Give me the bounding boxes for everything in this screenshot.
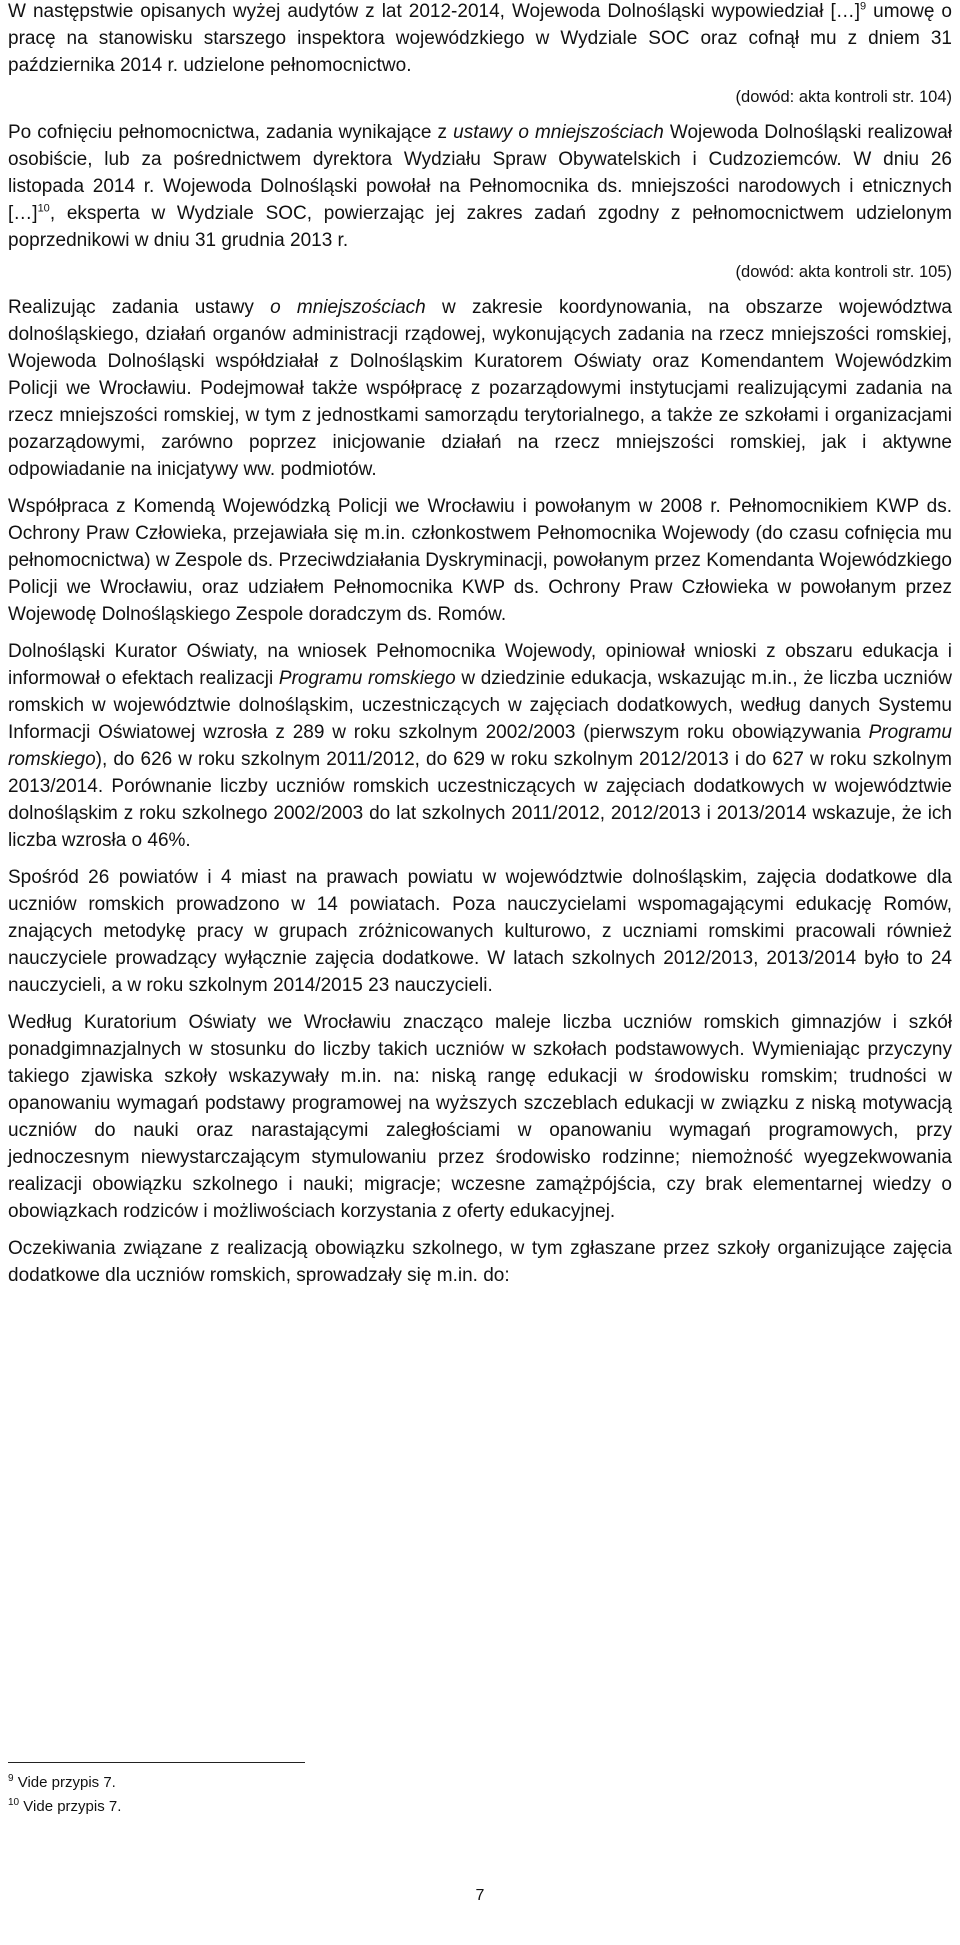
footnote-number: 9 xyxy=(8,1773,14,1784)
italic-program-title: Programu romskiego xyxy=(278,668,456,689)
footnote-ref-10: 10 xyxy=(37,202,50,215)
evidence-reference: (dowód: akta kontroli str. 104) xyxy=(735,88,952,106)
paragraph-expectations: Oczekiwania związane z realizacją obowiązku szkolnego, w tym zgłaszane przez szkoły organizujące zajęcia dodatkowe dla uczniów romskich, sprowadzały się m.in. do: xyxy=(8,1238,952,1286)
italic-act-title: o mniejszościach xyxy=(270,297,426,318)
paragraph-police-cooperation: Współpraca z Komendą Wojewódzką Policji we Wrocławiu i powołanym w 2008 r. Pełnomocnikiem KWP ds. Ochrony Praw Człowieka, przejawiała się m.in. członkostwem Pełnomocnika Wojewody (do czasu cofnięcia mu pełnomocnictwa) w Zespole ds. Przeciwdziałania Dyskryminacji, powołanym przez Komendanta Wojewódzkiego Policji we Wrocławiu, oraz udziałem Pełnomocnika KWP ds. Ochrony Praw Człowieka w powołanym przez Wojewodę Dolnośląskiego Zespole doradczym ds. Romów. xyxy=(8,496,952,625)
text-run: umowę o pracę na stanowisku starszego inspektora wojewódzkiego w Wydziale SOC oraz cofnął mu z dniem 31 października 2014 r. udzielone pełnomocnictwo. xyxy=(8,1,952,76)
footnote-text: Vide przypis 7. xyxy=(19,1798,122,1815)
paragraph-new-plenipotentiary xyxy=(8,119,952,254)
paragraph-audit-dismissal xyxy=(8,0,952,79)
paragraph-coordination xyxy=(8,294,952,483)
text-run: W następstwie opisanych wyżej audytów z lat 2012-2014, Wojewoda Dolnośląski wypowiedział […] xyxy=(8,1,861,22)
paragraph-education-curator xyxy=(8,638,952,854)
footnote-text: Vide przypis 7. xyxy=(13,1774,116,1791)
text-run: Realizując zadania ustawy xyxy=(8,297,271,318)
text-run: Dolnośląski Kurator Oświaty, na wniosek Pełnomocnika Wojewody, opiniował wnioski z obszaru edukacja i informował o efektach realizacji xyxy=(8,641,952,689)
text-run: ), do 626 w roku szkolnym 2011/2012, do 629 w roku szkolnym 2012/2013 i do 627 w roku szkolnym 2013/2014. Porównanie liczby uczniów romskich uczestniczących w zajęciach dodatkowych w województwie dolnośląskim z roku szkolnego 2002/2003 do lat szkolnych 2011/2012, 2012/2013 i 2013/2014 wskazuje, że ich liczba wzrosła o 46%. xyxy=(8,749,952,851)
footnote-10 xyxy=(8,1798,121,1816)
italic-program-title: Programu romskiego xyxy=(8,722,952,770)
footnote-ref-9: 9 xyxy=(860,0,867,13)
text-run: , eksperta w Wydziale SOC, powierzając jej zakres zadań zgodny z pełnomocnictwem udzielonym poprzednikowi w dniu 31 grudnia 2013 r. xyxy=(8,203,952,251)
paragraph-districts: Spośród 26 powiatów i 4 miast na prawach powiatu w województwie dolnośląskim, zajęcia dodatkowe dla uczniów romskich prowadzono w 14 powiatach. Poza nauczycielami wspomagającymi edukację Romów, znających metodykę pracy w grupach zróżnicowanych kulturowo, z uczniami romskimi pracowali również nauczyciele prowadzący wyłącznie zajęcia dodatkowe. W latach szkolnych 2012/2013, 2013/2014 było to 24 nauczycieli, a w roku szkolnym 2014/2015 23 nauczycieli. xyxy=(8,867,952,996)
text-run: Po cofnięciu pełnomocnictwa, zadania wynikające z xyxy=(8,122,454,143)
text-run: Wojewoda Dolnośląski realizował osobiście, lub za pośrednictwem dyrektora Wydziału Spraw Obywatelskich i Cudzoziemców. W dniu 26 listopada 2014 r. Wojewoda Dolnośląski powołał na Pełnomocnika ds. mniejszości narodowych i etnicznych […] xyxy=(8,122,953,224)
paragraph-declining-students: Według Kuratorium Oświaty we Wrocławiu znacząco maleje liczba uczniów romskich gimnazjów i szkół ponadgimnazjalnych w stosunku do liczby takich uczniów w szkołach podstawowych. Wymieniając przyczyny takiego zjawiska szkoły wskazywały m.in. na: niską rangę edukacji w środowisku romskim; trudności w opanowaniu wymagań podstawy programowej na wyższych szczeblach edukacji w związku z niską motywacją uczniów do nauki oraz narastającymi zaległościami w opanowaniu wymagań programowych, przy jednoczesnym niewystarczającym stymulowaniu przez środowisko rodzinne; niemożność wyegzekwowania realizacji obowiązku szkolnego i nauki; migracje; wczesne zamążpójścia, czy brak elementarnej wiedzy o obowiązkach rodziców i możliwościach korzystania z oferty edukacyjnej. xyxy=(8,1012,952,1222)
text-run: w dziedzinie edukacja, wskazując m.in., że liczba uczniów romskich w województwie dolnośląskim, uczestniczących w zajęciach dodatkowych, według danych Systemu Informacji Oświatowej wzrosła z 289 w roku szkolnym 2002/2003 (pierwszym roku obowiązywania xyxy=(8,668,952,743)
evidence-reference: (dowód: akta kontroli str. 105) xyxy=(735,263,952,281)
page-number: 7 xyxy=(475,1887,485,1904)
footnote-separator xyxy=(8,1762,305,1763)
footnote-9 xyxy=(8,1774,116,1792)
text-run: w zakresie koordynowania, na obszarze województwa dolnośląskiego, działań organów administracji rządowej, wykonujących zadania na rzecz mniejszości romskiej, Wojewoda Dolnośląski współdziałał z Dolnośląskim Kuratorem Oświaty oraz Komendantem Wojewódzkim Policji we Wrocławiu. Podejmował także współpracę z pozarządowymi instytucjami realizującymi zadania na rzecz mniejszości romskiej, w tym z jednostkami samorządu terytorialnego, a także ze szkołami i organizacjami pozarządowymi, zarówno poprzez inicjowanie działań na rzecz mniejszości romskiej, jak i aktywne odpowiadanie na inicjatywy ww. podmiotów. xyxy=(8,297,952,480)
italic-act-title: ustawy o mniejszościach xyxy=(453,122,664,143)
document-page xyxy=(8,0,953,1904)
footnote-number: 10 xyxy=(8,1797,20,1808)
